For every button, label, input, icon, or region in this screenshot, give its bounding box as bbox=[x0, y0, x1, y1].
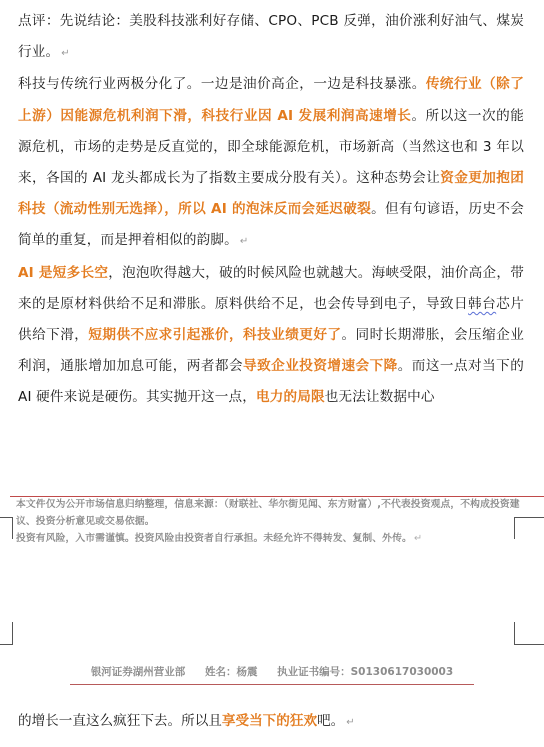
disclaimer-text: 投资有风险，入市需谨慎。投资风险由投资者自行承担。未经允许不得转发、复制、外传。 bbox=[16, 533, 412, 544]
text-segment: 。而这一点对当下的 AI 硬件来说是硬伤。其实抛开这一点， bbox=[18, 358, 524, 406]
paragraph-divergence bbox=[18, 69, 524, 257]
crop-mark-left-v-2 bbox=[12, 622, 13, 644]
disclaimer-text: 本文件仅为公开市场信息归纳整理，信息来源：（财联社、华尔街见闻、东方财富）,不代表投资观点，不构成投资建议、投资分析意见或交易依据。 bbox=[16, 499, 520, 527]
paragraph-continuation bbox=[18, 706, 355, 738]
crop-mark-left-h bbox=[0, 517, 12, 518]
paragraph-mark-icon: ↵ bbox=[413, 533, 423, 544]
paragraph-ai-outlook bbox=[18, 258, 524, 414]
highlight-segment: 电力的局限 bbox=[255, 389, 325, 406]
spellcheck-word: 韩台 bbox=[468, 295, 497, 312]
text-segment: 吧。 bbox=[317, 713, 345, 729]
license-number: 执业证书编号：S0130617030003 bbox=[277, 666, 454, 678]
crop-mark-right-v bbox=[514, 517, 515, 539]
header-rule bbox=[70, 684, 474, 685]
crop-mark-left-v bbox=[12, 517, 13, 539]
text-segment: 芯片供给下滑， bbox=[18, 295, 524, 344]
highlight-segment: 短期供不应求引起涨价，科技业绩更好了 bbox=[88, 327, 342, 344]
text-segment: 。同时长期滞胀，会压缩企业利润，通胀增加加息可能，两者都会 bbox=[18, 327, 524, 375]
paragraph-mark-icon: ↵ bbox=[61, 48, 70, 60]
crop-mark-left-h-2 bbox=[0, 644, 13, 645]
text-segment: 的增长一直这么疯狂下去。所以且 bbox=[18, 713, 222, 729]
paragraph-mark-icon: ↵ bbox=[346, 717, 355, 728]
highlight-segment: AI 是短多长空 bbox=[18, 264, 109, 281]
highlight-segment: 资金更加抱团科技（流动性别无选择），所以 AI 的泡沫反而会延迟破裂 bbox=[18, 170, 524, 218]
text-segment: ，泡泡吹得越大，破的时候风险也就越大。海峡受限，油价高企，带来的是原材料供给不足和滞胀。原料供给不足，也会传导到电子，导致日 bbox=[18, 264, 524, 312]
company-name: 银河证券湖州营业部 bbox=[90, 666, 186, 678]
disclaimer-line-2 bbox=[16, 530, 526, 547]
paragraph-summary bbox=[18, 6, 524, 69]
text-segment: 。但有句谚语，历史不会简单的重复，而是押着相似的韵脚。 bbox=[18, 201, 524, 249]
document-body bbox=[18, 6, 524, 414]
crop-mark-right-v-2 bbox=[514, 622, 515, 644]
disclaimer-line-1 bbox=[16, 496, 526, 530]
crop-mark-right-h-2 bbox=[514, 644, 544, 645]
highlight-segment: 传统行业（除了上游）因能源危机利润下滑，科技行业因 AI 发展利润高速增长 bbox=[18, 76, 524, 124]
crop-mark-right-h bbox=[514, 517, 544, 518]
highlight-segment: 导致企业投资增速会下降 bbox=[243, 358, 398, 375]
text-segment: 科技与传统行业两极分化了。一边是油价高企，一边是科技暴涨。 bbox=[18, 76, 426, 93]
author-name: 姓名：杨震 bbox=[204, 666, 258, 678]
page-header-info bbox=[0, 664, 544, 679]
highlight-segment: 享受当下的狂欢 bbox=[221, 713, 318, 729]
text-segment: 也无法让数据中心 bbox=[324, 389, 435, 406]
disclaimer-block bbox=[16, 496, 526, 547]
text-segment: 。所以这一次的能源危机，市场的走势是反直觉的，即全球能源危机，市场新高（当然这也和 3 年以来，各国的 AI 龙头都成长为了指数主要成分股有关）。这种态势会让 bbox=[18, 107, 524, 187]
summary-text: 点评：先说结论：美股科技涨利好存储、CPO、PCB 反弹，油价涨利好油气、煤炭行业。 bbox=[18, 13, 524, 61]
paragraph-mark-icon: ↵ bbox=[239, 236, 249, 248]
